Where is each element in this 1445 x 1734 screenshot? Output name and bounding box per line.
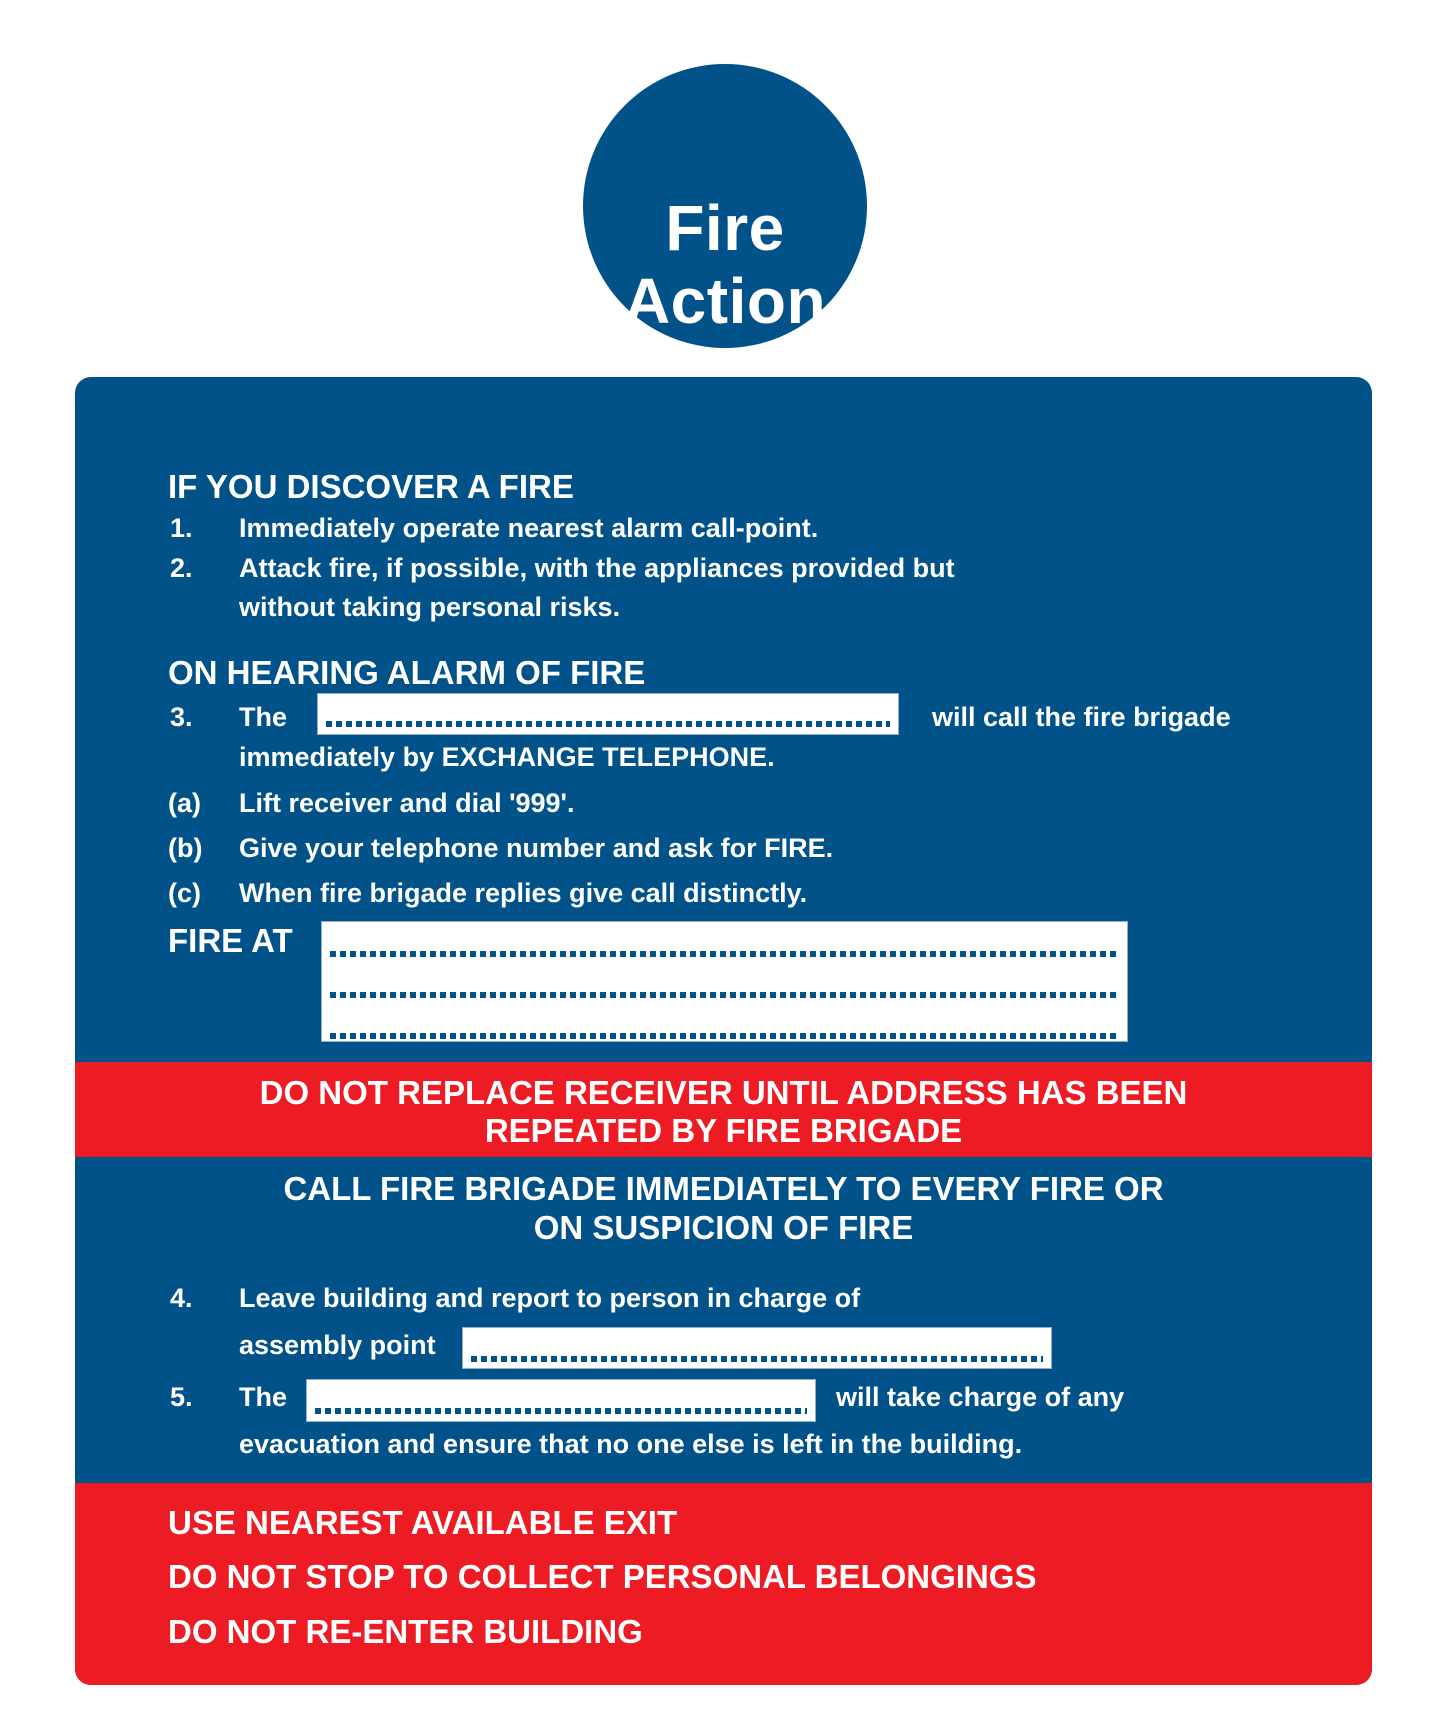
item-4-number: 4. <box>170 1283 193 1313</box>
item-5-text-cont: evacuation and ensure that no one else is left in the building. <box>239 1429 1023 1459</box>
item-1-text: Immediately operate nearest alarm call-point. <box>239 513 819 543</box>
footer-warning-band <box>75 1483 1372 1685</box>
assembly-point-field[interactable] <box>462 1327 1052 1369</box>
fire-at-address-field[interactable] <box>321 921 1128 1042</box>
heading-if-you-discover: IF YOU DISCOVER A FIRE <box>168 468 574 505</box>
call-notice-line-2: ON SUSPICION OF FIRE <box>533 1209 914 1246</box>
dotted-line-1 <box>330 951 1119 957</box>
warning-band <box>75 1062 1372 1157</box>
item-3-text-cont: immediately by EXCHANGE TELEPHONE. <box>239 742 775 772</box>
item-5-suffix: will take charge of any <box>836 1382 1125 1412</box>
item-5-prefix: The <box>239 1382 288 1412</box>
footer-line-3: DO NOT RE-ENTER BUILDING <box>168 1613 643 1650</box>
dotted-line <box>326 721 890 727</box>
subitem-b-text: Give your telephone number and ask for FIRE. <box>239 833 834 863</box>
item-3-suffix: will call the fire brigade <box>932 702 1231 732</box>
footer-line-1: USE NEAREST AVAILABLE EXIT <box>168 1504 678 1541</box>
item-2-number: 2. <box>170 553 193 583</box>
dotted-line <box>315 1408 807 1414</box>
item-4-assembly-label: assembly point <box>239 1330 436 1360</box>
footer-line-2: DO NOT STOP TO COLLECT PERSONAL BELONGINGS <box>168 1558 1037 1595</box>
badge-title-line1: Fire <box>665 192 785 264</box>
item-3-number: 3. <box>170 702 193 732</box>
item-3-prefix: The <box>239 702 288 732</box>
heading-on-hearing-alarm: ON HEARING ALARM OF FIRE <box>168 654 646 691</box>
item-5-number: 5. <box>170 1382 193 1412</box>
warning-line-1: DO NOT REPLACE RECEIVER UNTIL ADDRESS HAS BEEN <box>259 1074 1188 1111</box>
call-notice-line-1: CALL FIRE BRIGADE IMMEDIATELY TO EVERY FIRE OR <box>283 1170 1164 1207</box>
item-1-number: 1. <box>170 513 193 543</box>
warning-line-2: REPEATED BY FIRE BRIGADE <box>484 1112 963 1149</box>
dotted-line-2 <box>330 992 1119 998</box>
evacuation-warden-field[interactable] <box>306 1379 816 1422</box>
dotted-line-3 <box>330 1033 1119 1039</box>
subitem-b-label: (b) <box>168 833 203 863</box>
dotted-line <box>471 1356 1043 1362</box>
fire-brigade-caller-field[interactable] <box>317 693 899 735</box>
fire-at-label: FIRE AT <box>168 922 293 959</box>
subitem-a-label: (a) <box>168 788 201 818</box>
item-4-text: Leave building and report to person in charge of <box>239 1283 861 1313</box>
item-2-text-cont: without taking personal risks. <box>239 592 621 622</box>
fire-action-notice-panel <box>75 377 1372 1685</box>
fire-action-badge <box>583 64 867 348</box>
subitem-a-text: Lift receiver and dial '999'. <box>239 788 575 818</box>
item-2-text: Attack fire, if possible, with the appliances provided but <box>239 553 955 583</box>
subitem-c-text: When fire brigade replies give call distinctly. <box>239 878 808 908</box>
subitem-c-label: (c) <box>168 878 201 908</box>
badge-title-line2: Action <box>623 265 827 337</box>
